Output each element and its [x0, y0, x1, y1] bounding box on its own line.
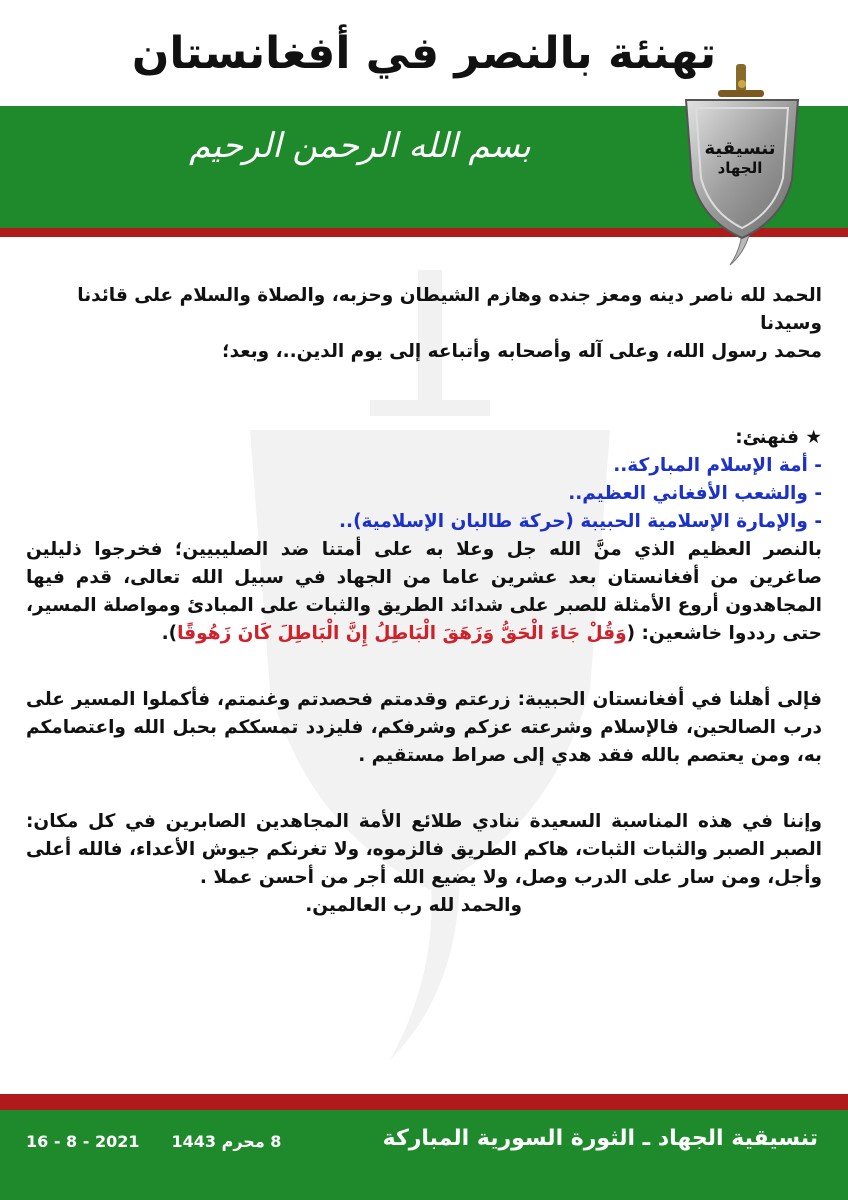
paragraph-call: وإننا في هذه المناسبة السعيدة ننادي طلائع الأمة المجاهدين الصابرين في كل مكان: الصبر الصبر والثبات الثبات، هاكم الطريق فالزموه، ولا تغرنكم جيوش الأعداء، فالله أعلى وأجل، ومن سار على الدرب وصل، ولا يضيع الله أجر من أحسن عملا . [26, 811, 822, 888]
basmala-calligraphy: بسم الله الرحمن الرحيم [189, 126, 531, 166]
logo-text [690, 138, 790, 177]
footer-dates [26, 1132, 281, 1151]
gregorian-date: 16 - 8 - 2021 [26, 1132, 140, 1151]
recipient-item: - والإمارة الإسلامية الحبيبة (حركة طالبان الإسلامية).. [339, 511, 822, 532]
quran-verse: وَقُلْ جَاءَ الْحَقُّ وَزَهَقَ الْبَاطِلُ إِنَّ الْبَاطِلَ كَانَ زَهُوقًا [177, 623, 627, 644]
hijri-date: 8 محرم 1443 [171, 1132, 282, 1151]
intro-line-2: محمد رسول الله، وعلى آله وأصحابه وأتباعه إلى يوم الدين..، وبعد؛ [222, 341, 822, 362]
logo-line2: الجهاد [717, 159, 763, 177]
letter-body [26, 282, 822, 920]
footer-band [0, 1110, 848, 1200]
closing-line: والحمد لله رب العالمين. [305, 895, 522, 916]
congrats-header: ★ فنهنئ: [735, 427, 822, 448]
paragraph-victory [26, 536, 822, 648]
paragraph-afghanistan: فإلى أهلنا في أفغانستان الحبيبة: زرعتم وقدمتم فحصدتم وغنمتم، فأكملوا المسير على درب الصالحين، فالإسلام وشرعته عزكم وشرفكم، فليزدد تمسككم بحبل الله واعتصامكم به، ومن يعتصم بالله فقد هدي إلى صراط مستقيم . [26, 689, 822, 766]
intro-line-1: الحمد لله ناصر دينه ومعز جنده وهازم الشيطان وحزبه، والصلاة والسلام على قائدنا وسيدنا [77, 285, 822, 334]
paragraph-victory-text: بالنصر العظيم الذي منَّ الله جل وعلا به على أمتنا ضد الصليبيين؛ فخرجوا ذليلين صاغرين من أفغانستان بعد عشرين عاما من الجهاد في سبيل الله تعالى، قدم فيها المجاهدون أروع الأمثلة للصبر على شدائد الطريق والثبات على المبادئ ومواصلة المسير، حتى رددوا خاشعين: ( [26, 539, 822, 644]
recipient-item: - والشعب الأفغاني العظيم.. [568, 483, 822, 504]
recipient-item: - أمة الإسلام المباركة.. [613, 455, 822, 476]
paragraph-victory-end: ). [161, 623, 178, 644]
logo-line1: تنسيقية [704, 138, 776, 159]
footer-divider [0, 1094, 848, 1110]
document-title: تهنئة بالنصر في أفغانستان [131, 28, 717, 79]
footer-organization: تنسيقية الجهاد ـ الثورة السورية المباركة [382, 1126, 818, 1151]
